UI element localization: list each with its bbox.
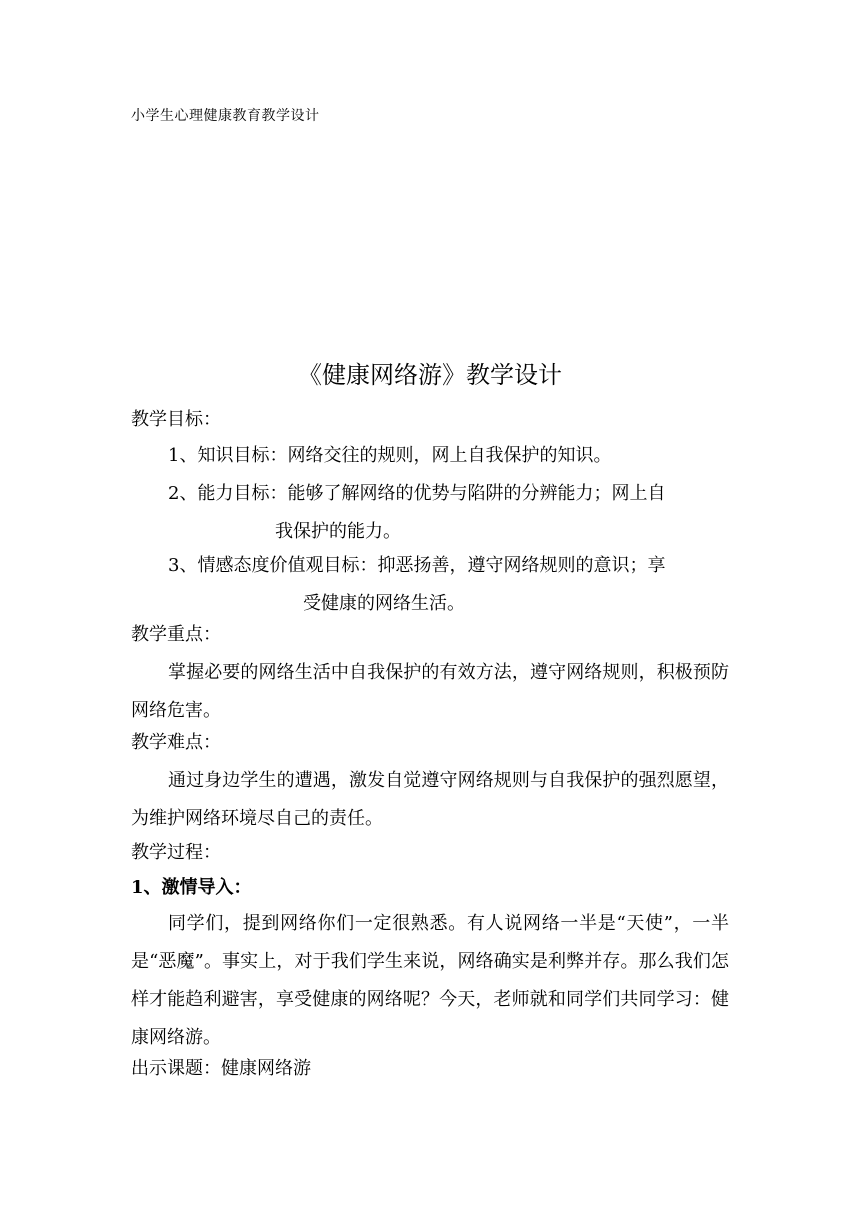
difficulties-heading: 教学难点： (131, 732, 221, 753)
objective-item-knowledge (168, 437, 729, 475)
objective-label: 3、情感态度价值观目标： (168, 555, 378, 576)
objective-text: 抑恶扬善，遵守网络规则的意识；享 (377, 555, 666, 576)
process-heading: 教学过程： (131, 842, 221, 863)
objective-item-ability (168, 475, 729, 551)
objective-label: 2、能力目标： (168, 483, 288, 504)
objective-text: 网络交往的规则，网上自我保护的知识。 (287, 445, 612, 466)
intro-paragraph: 同学们，提到网络你们一定很熟悉。有人说网络一半是“天使”，一半是“恶魔”。事实上，对于我们学生来说，网络确实是利弊并存。那么我们怎样才能趋利避害，享受健康的网络呢？今天，老师就和同学们共同学习：健康网络游。 (131, 913, 729, 1048)
step-heading: 1、激情导入： (131, 877, 252, 898)
key-points-text: 掌握必要的网络生活中自我保护的有效方法，遵守网络规则，积极预防网络危害。 (131, 662, 729, 721)
page-header: 小学生心理健康教育教学设计 (131, 108, 320, 124)
topic-line: 出示课题：健康网络游 (131, 1058, 311, 1079)
objective-text: 能够了解网络的优势与陷阱的分辨能力；网上自 (287, 483, 666, 504)
difficulties-text: 通过身边学生的遭遇，激发自觉遵守网络规则与自我保护的强烈愿望，为维护网络环境尽自己的责任。 (131, 770, 729, 829)
objective-text-cont: 受健康的网络生活。 (303, 593, 465, 614)
objective-item-emotion (168, 547, 729, 623)
objective-text-cont: 我保护的能力。 (275, 521, 401, 542)
document-title: 《健康网络游》教学设计 (298, 361, 562, 389)
objective-label: 1、知识目标： (168, 445, 288, 466)
objectives-heading: 教学目标： (131, 409, 221, 430)
key-points-heading: 教学重点： (131, 624, 221, 645)
